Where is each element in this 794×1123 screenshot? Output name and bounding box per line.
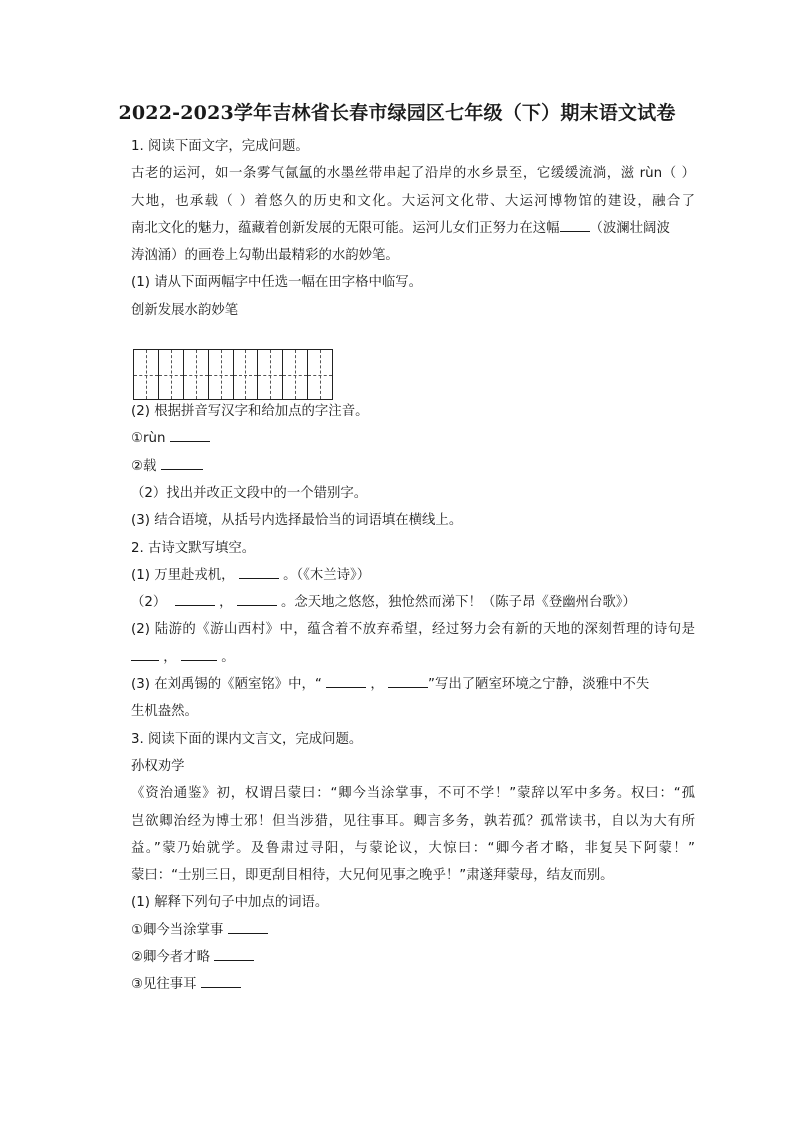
q1-sub3: (3) 结合语境，从括号内选择最恰当的词语填在横线上。 — [131, 513, 463, 529]
q3-passage-line-2: 岂欲卿治经为博士邪！但当涉猎，见往事耳。卿言多务，孰若孤？孤常读书，自以为大有所 — [131, 813, 695, 829]
q2-line-5-tail: ”写出了陋室环境之宁静，淡雅中不失 — [428, 677, 650, 693]
answer-blank[interactable] — [214, 949, 254, 961]
q1-sub2: (2) 根据拼音写汉字和给加点的字注音。 — [131, 404, 369, 420]
q3-item-2 — [131, 944, 695, 971]
q3-passage-line-4: 蒙曰：“士别三日，即更刮目相待，大兄何见事之晚乎！”肃遂拜蒙母，结友而别。 — [131, 868, 614, 884]
q3-item-3 — [131, 971, 695, 998]
answer-blank[interactable] — [228, 922, 268, 934]
q2-line-2 — [131, 589, 695, 616]
q1-passage-line-3 — [131, 215, 695, 242]
q2-line-2-comma: ， — [219, 595, 233, 611]
q2-heading: 2. 古诗文默写填空。 — [131, 540, 256, 556]
q1-item-2 — [131, 453, 695, 480]
q1-item-1-label: ①rùn — [131, 431, 166, 447]
q1-sub1: (1) 请从下面两幅字中任选一幅在田字格中临写。 — [131, 275, 423, 291]
q1-phrase: 创新发展水韵妙笔 — [131, 302, 239, 318]
answer-blank[interactable] — [170, 430, 210, 442]
q3-sub1: (1) 解释下列句子中加点的词语。 — [131, 895, 329, 911]
q3-item-3-label: ③见往事耳 — [131, 977, 197, 993]
q2-line-5 — [131, 671, 695, 698]
grid-cell[interactable] — [234, 350, 259, 399]
q1-passage-line-1: 古老的运河，如一条雾气氤氲的水墨丝带串起了沿岸的水乡景至，它缓缓流淌，滋 rùn（ ） — [131, 166, 695, 182]
tianzige-grid[interactable] — [133, 349, 333, 400]
q3-passage-line-3: 益。”蒙乃始就学。及鲁肃过寻阳，与蒙论议，大惊曰：“卿今者才略，非复吴下阿蒙！” — [131, 840, 695, 856]
q3-heading: 3. 阅读下面的课内文言文，完成问题。 — [131, 731, 363, 747]
grid-cell[interactable] — [283, 350, 308, 399]
q1-item-1 — [131, 425, 695, 452]
grid-cell[interactable] — [134, 350, 159, 399]
q2-line-5-comma: ， — [370, 677, 384, 693]
answer-blank[interactable] — [175, 594, 215, 606]
q2-line-2-num: （2） — [131, 595, 167, 611]
q1-passage-line-3-options: （波澜壮阔波 — [589, 220, 670, 236]
q3-passage-line-1: 《资治通鉴》初，权谓吕蒙曰：“卿今当涂掌事，不可不学！”蒙辞以军中多务。权曰：“孤 — [131, 786, 695, 802]
answer-blank[interactable] — [181, 649, 217, 661]
q2-line-1-text: (1) 万里赴戎机， — [131, 567, 235, 583]
answer-blank[interactable] — [201, 976, 241, 988]
q2-line-6: 生机盎然。 — [131, 704, 198, 720]
q2-line-1-source: 。（《木兰诗》） — [283, 567, 371, 583]
q2-line-5-text: (3) 在刘禹锡的《陋室铭》中，“ — [131, 677, 322, 693]
grid-cell[interactable] — [159, 350, 184, 399]
q2-line-3: (2) 陆游的《游山西村》中，蕴含着不放弃希望，经过努力会有新的天地的深刻哲理的诗句是 — [131, 622, 695, 638]
q1-passage-line-3-text: 南北文化的魅力，蕴藏着创新发展的无限可能。运河儿女们正努力在这幅 — [131, 220, 560, 236]
q3-item-1-label: ①卿今当涂掌事 — [131, 922, 224, 938]
q2-line-2-source: 。念天地之悠悠，独怆然而涕下！（陈子昂《登幽州台歌》） — [281, 595, 636, 611]
exam-content — [131, 133, 695, 999]
q2-line-4-period: 。 — [221, 649, 235, 665]
q3-item-1 — [131, 917, 695, 944]
q1-sub2b: （2）找出并改正文段中的一个错别字。 — [131, 485, 368, 501]
grid-cell[interactable] — [258, 350, 283, 399]
q1-heading: 1. 阅读下面文字，完成问题。 — [131, 139, 309, 154]
q2-line-4-comma: ， — [163, 649, 177, 665]
q2-line-4 — [131, 644, 695, 671]
grid-cell[interactable] — [308, 350, 332, 399]
q3-item-2-label: ②卿今者才略 — [131, 950, 210, 966]
q1-passage-line-4: 涛汹涌）的画卷上勾勒出最精彩的水韵妙笔。 — [131, 248, 399, 264]
grid-cell[interactable] — [184, 350, 209, 399]
answer-blank[interactable] — [239, 567, 279, 579]
q1-item-2-label: ②载 — [131, 458, 157, 474]
answer-blank[interactable] — [131, 649, 159, 661]
answer-blank[interactable] — [161, 458, 203, 470]
answer-blank[interactable] — [560, 220, 590, 232]
q3-passage-title: 孙权劝学 — [131, 758, 185, 774]
q1-passage-line-2: 大地，也承载（ ）着悠久的历史和文化。大运河文化带、大运河博物馆的建设，融合了 — [131, 193, 695, 209]
answer-blank[interactable] — [326, 676, 366, 688]
grid-cell[interactable] — [209, 350, 234, 399]
page-title: 2022-2023学年吉林省长春市绿园区七年级（下）期末语文试卷 — [118, 102, 676, 124]
q2-line-1 — [131, 562, 695, 589]
tianzige-grid-area — [131, 324, 695, 398]
answer-blank[interactable] — [237, 594, 277, 606]
answer-blank[interactable] — [388, 676, 428, 688]
